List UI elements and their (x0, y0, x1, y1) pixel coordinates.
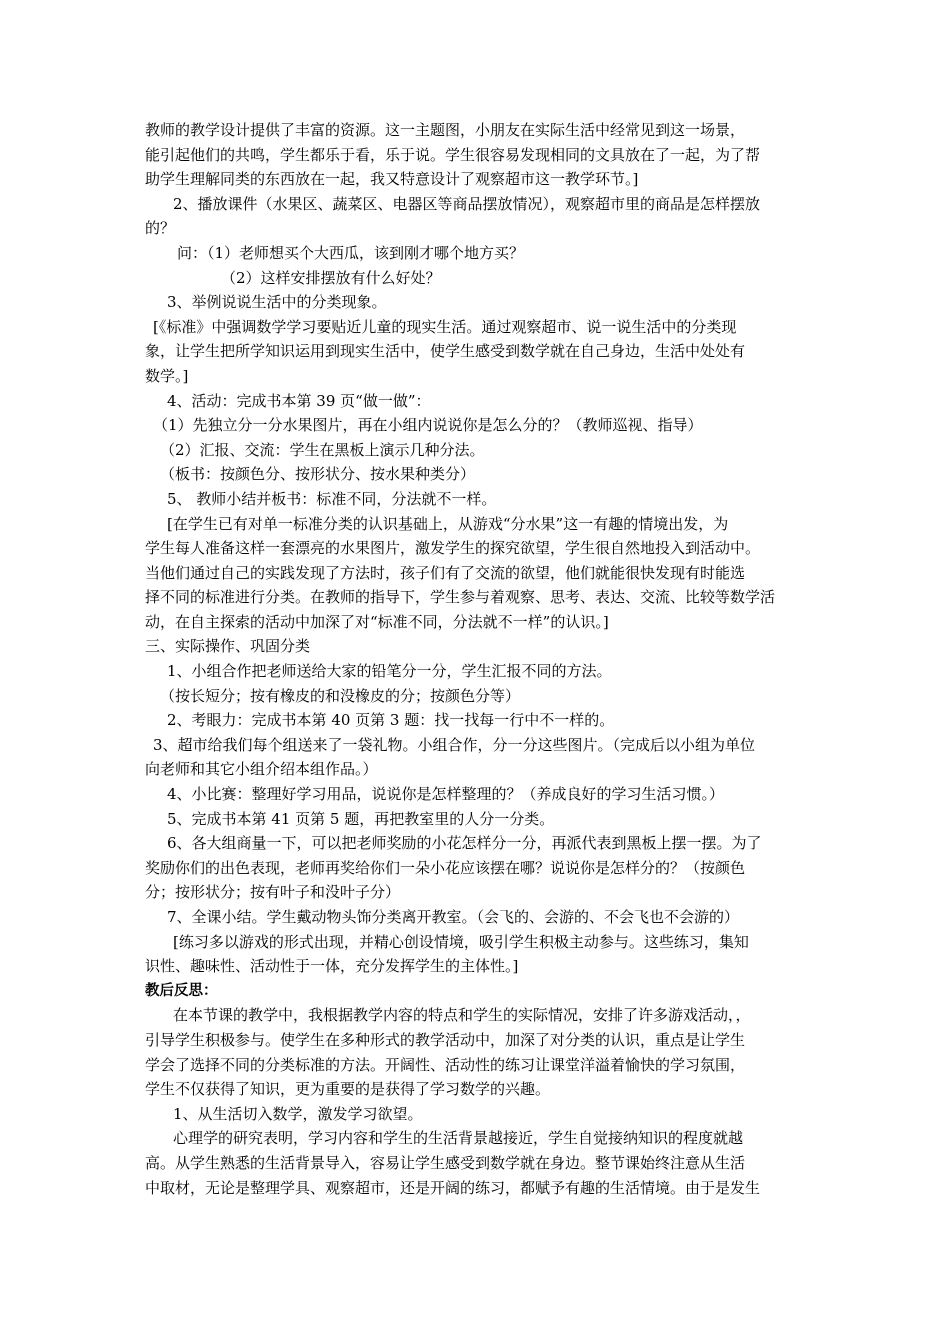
text-line: [在学生已有对单一标准分类的认识基础上，从游戏“分水果”这一有趣的情境出发，为 (167, 514, 729, 533)
text-line: 识性、趣味性、活动性于一体，充分发挥学生的主体性。] (145, 957, 519, 976)
text-line: 学生不仅获得了知识，更为重要的是获得了学习数学的兴趣。 (145, 1080, 551, 1099)
text-line: 高。从学生熟悉的生活背景导入，容易让学生感受到数学就在身边。整节课始终注意从生活 (145, 1153, 746, 1172)
text-line: 问：（1）老师想买个大西瓜，该到刚才哪个地方买？ (177, 243, 525, 262)
text-line: 引导学生积极参与。使学生在多种形式的教学活动中，加深了对分类的认识，重点是让学生 (145, 1030, 746, 1049)
text-line: 4、小比赛：整理好学习用品，说说你是怎样整理的？（养成良好的学习生活习惯。） (167, 785, 725, 804)
text-line: 4、活动：完成书本第 39 页“做一做”： (167, 391, 431, 410)
text-line: 动，在自主探索的活动中加深了对“标准不同，分法就不一样”的认识。] (145, 612, 609, 631)
text-line: 分；按形状分；按有叶子和没叶子分） (145, 883, 401, 902)
text-line: 3、举例说说生活中的分类现象。 (167, 293, 387, 312)
text-line: 助学生理解同类的东西放在一起，我又特意设计了观察超市这一教学环节。] (145, 170, 639, 189)
text-line: [练习多以游戏的形式出现，并精心创设情境，吸引学生积极主动参与。这些练习，集知 (173, 932, 749, 951)
text-line: 学生每人准备这样一套漂亮的水果图片，激发学生的探究欲望，学生很自然地投入到活动中。 (145, 539, 761, 558)
text-line: 中取材，无论是整理学具、观察超市，还是开阔的练习，都赋予有趣的生活情境。由于是发生 (145, 1178, 761, 1197)
text-line: 象，让学生把所学知识运用到现实生活中，使学生感受到数学就在自己身边，生活中处处有 (145, 342, 746, 361)
text-line: 能引起他们的共鸣，学生都乐于看，乐于说。学生很容易发现相同的文具放在了一起，为了帮 (145, 145, 761, 164)
text-line: 的？ (145, 219, 176, 238)
text-line: 2、考眼力：完成书本第 40 页第 3 题：找一找每一行中不一样的。 (167, 711, 615, 730)
text-line: 心理学的研究表明，学习内容和学生的生活背景越接近，学生自觉接纳知识的程度就越 (173, 1129, 744, 1148)
text-line: 向老师和其它小组介绍本组作品。） (145, 760, 378, 779)
text-line: 数学。] (145, 366, 189, 385)
text-line: [《标准》中强调数学学习要贴近儿童的现实生活。通过观察超市、说一说生活中的分类现 (153, 317, 737, 336)
document-body (145, 118, 810, 1200)
text-line: 在本节课的教学中，我根据教学内容的特点和学生的实际情况，安排了许多游戏活动，， (173, 1006, 751, 1025)
text-line: 择不同的标准进行分类。在教师的指导下，学生参与着观察、思考、表达、交流、比较等数学活 (145, 588, 776, 607)
text-line: 当他们通过自己的实践发现了方法时，孩子们有了交流的欲望，他们就能很快发现有时能选 (145, 563, 746, 582)
text-line: 2、播放课件（水果区、蔬菜区、电器区等商品摆放情况），观察超市里的商品是怎样摆放 (173, 194, 761, 213)
text-line: （1）先独立分一分水果图片，再在小组内说说你是怎么分的？（教师巡视、指导） (153, 416, 703, 435)
text-line: 5、 教师小结并板书：标准不同，分法就不一样。 (167, 489, 497, 508)
text-line: 6、各大组商量一下，可以把老师奖励的小花怎样分一分，再派代表到黑板上摆一摆。为了 (167, 834, 762, 853)
text-line: 学会了选择不同的分类标准的方法。开阔性、活动性的练习让课堂洋溢着愉快的学习氛围， (145, 1055, 746, 1074)
text-line: 三、实际操作、巩固分类 (145, 637, 311, 656)
text-line: 奖励你们的出色表现，老师再奖给你们一朵小花应该摆在哪？说说你是怎样分的？（按颜色 (145, 858, 746, 877)
text-line: （按长短分；按有橡皮的和没橡皮的分；按颜色分等） (160, 686, 521, 705)
section-heading: 教后反思： (145, 982, 218, 999)
text-line: 5、完成书本第 41 页第 5 题，再把教室里的人分一分类。 (167, 809, 555, 828)
text-line: （2）这样安排摆放有什么好处？ (221, 268, 441, 287)
text-line: 7、全课小结。学生戴动物头饰分类离开教室。（会飞的、会游的、不会飞也不会游的） (167, 908, 740, 926)
text-line: （板书：按颜色分、按形状分、按水果种类分） (160, 465, 476, 484)
text-line: 1、小组合作把老师送给大家的铅笔分一分，学生汇报不同的方法。 (167, 662, 612, 681)
text-line: 教师的教学设计提供了丰富的资源。这一主题图，小朋友在实际生活中经常见到这一场景， (145, 121, 746, 139)
text-line: 3、超市给我们每个组送来了一袋礼物。小组合作，分一分这些图片。（完成后以小组为单位 (153, 735, 756, 754)
text-line: （2）汇报、交流：学生在黑板上演示几种分法。 (160, 440, 485, 459)
text-line: 1、从生活切入数学，激发学习欲望。 (173, 1104, 423, 1123)
